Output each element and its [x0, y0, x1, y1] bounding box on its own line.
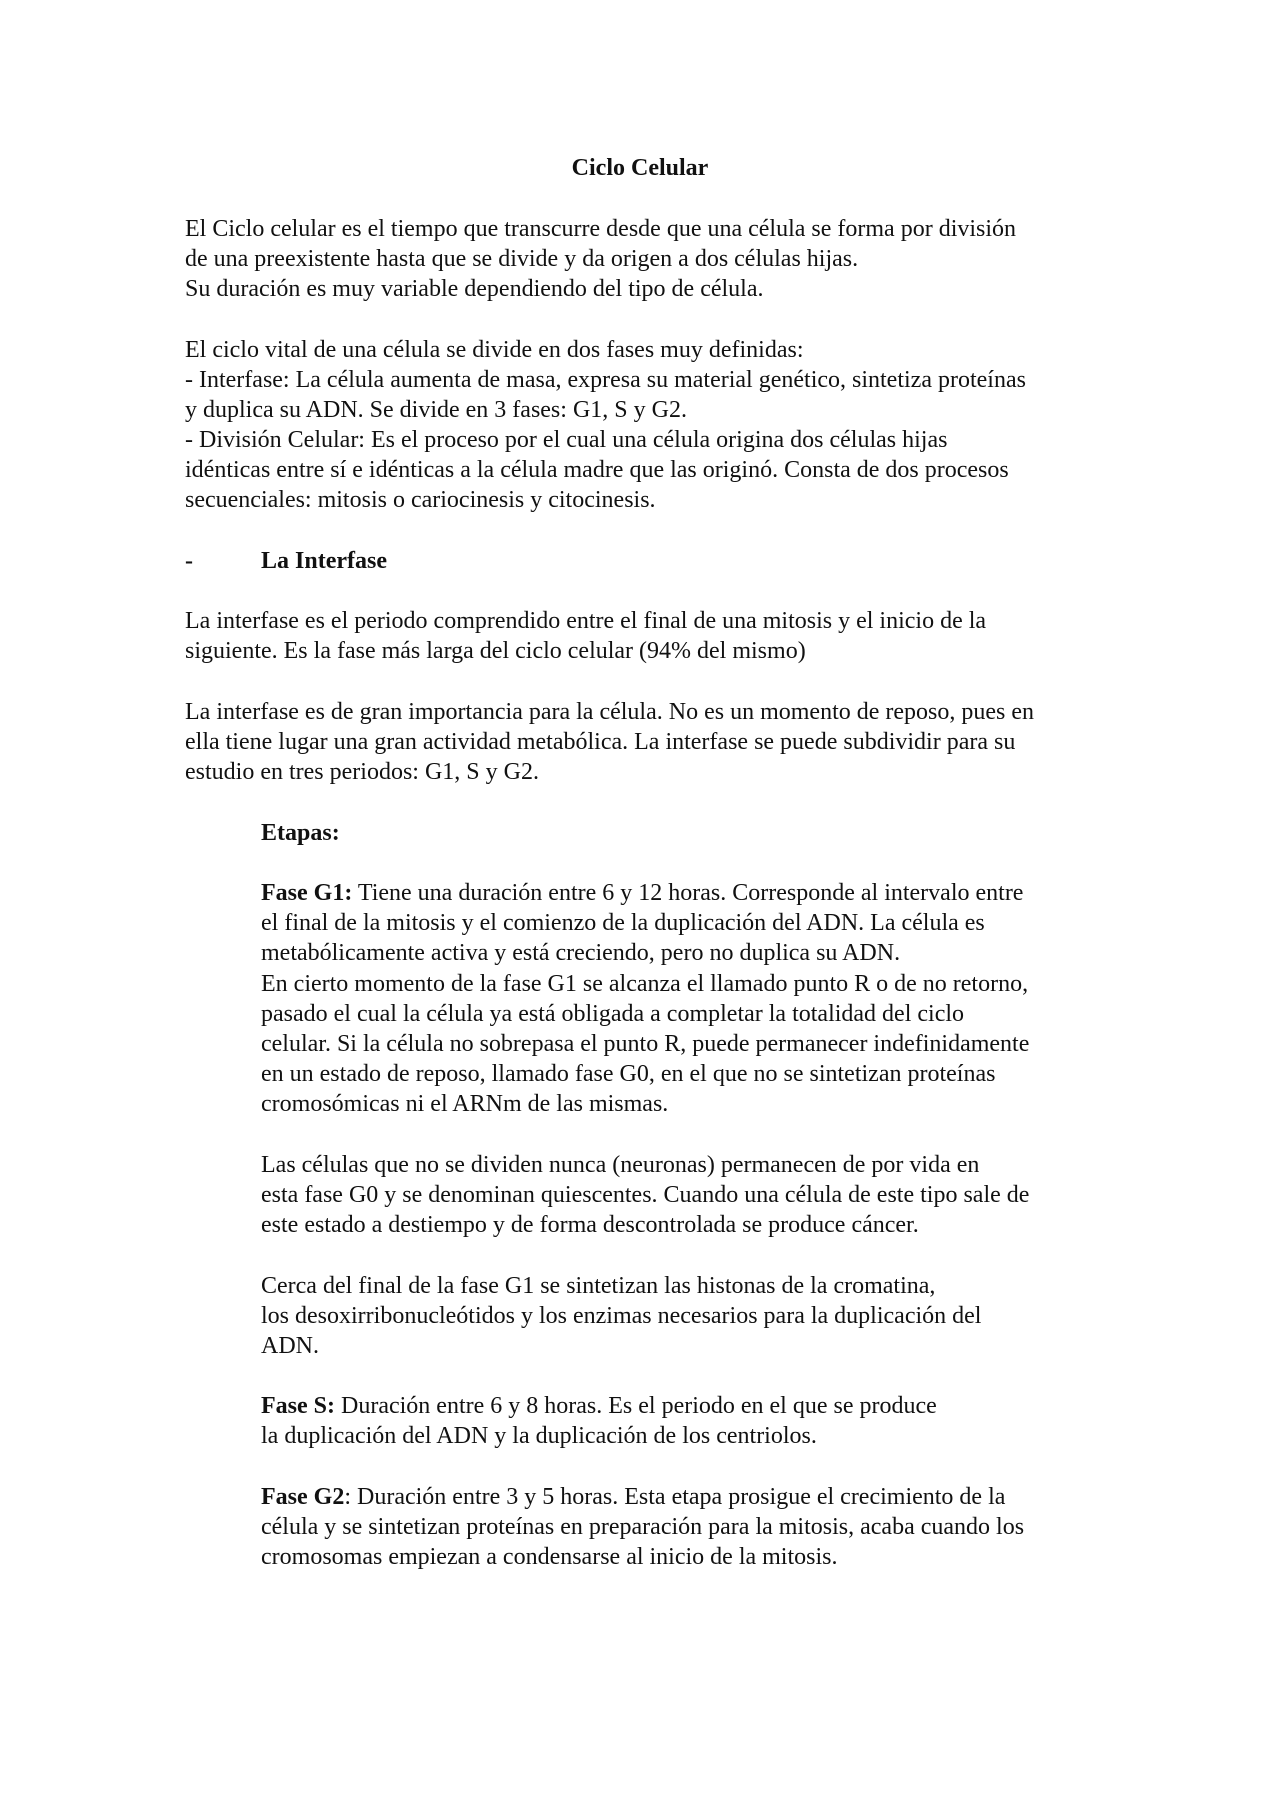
section-heading-text: La Interfase	[261, 548, 387, 574]
punto-r-paragraph	[261, 969, 1121, 1119]
fase-s-label: Fase S:	[261, 1393, 335, 1419]
text-line: La interfase es de gran importancia para la célula. No es un momento de reposo, pues en	[185, 699, 1035, 725]
fase-g1-label: Fase G1:	[261, 880, 353, 906]
intro-paragraph	[185, 214, 1125, 304]
page-title: Ciclo Celular	[571, 155, 709, 181]
text-line: El Ciclo celular es el tiempo que transcurre desde que una célula se forma por división	[185, 216, 1017, 242]
text-line: El ciclo vital de una célula se divide en dos fases muy definidas:	[185, 337, 804, 363]
text-line: los desoxirribonucleótidos y los enzimas necesarios para la duplicación del	[261, 1303, 982, 1329]
text-line: pasado el cual la célula ya está obligada a completar la totalidad del ciclo	[261, 1001, 965, 1027]
fase-g2-label: Fase G2	[261, 1484, 345, 1510]
etapas-heading: Etapas:	[261, 820, 340, 846]
section-heading	[185, 546, 387, 576]
section-dash: -	[185, 548, 193, 574]
text-line: secuenciales: mitosis o cariocinesis y citocinesis.	[185, 487, 656, 513]
text-line: Su duración es muy variable dependiendo del tipo de célula.	[185, 276, 764, 302]
text-line: - Interfase: La célula aumenta de masa, expresa su material genético, sintetiza proteínas	[185, 367, 1026, 393]
fase-g1-paragraph	[261, 878, 1121, 968]
text-line: En cierto momento de la fase G1 se alcanza el llamado punto R o de no retorno,	[261, 971, 1029, 997]
text-line	[261, 1482, 1121, 1512]
text-line: idénticas entre sí e idénticas a la célula madre que las originó. Consta de dos procesos	[185, 457, 1009, 483]
histonas-paragraph	[261, 1271, 1121, 1361]
text-line: cromosomas empiezan a condensarse al inicio de la mitosis.	[261, 1544, 838, 1570]
text-line: este estado a destiempo y de forma descontrolada se produce cáncer.	[261, 1212, 919, 1238]
fase-s-text: Duración entre 6 y 8 horas. Es el periodo en el que se produce	[335, 1393, 937, 1419]
text-line: célula y se sintetizan proteínas en preparación para la mitosis, acaba cuando los	[261, 1514, 1025, 1540]
text-line: metabólicamente activa y está creciendo, pero no duplica su ADN.	[261, 940, 901, 966]
text-line: esta fase G0 y se denominan quiescentes. Cuando una célula de este tipo sale de	[261, 1182, 1030, 1208]
text-line: de una preexistente hasta que se divide y da origen a dos células hijas.	[185, 246, 859, 272]
text-line: el final de la mitosis y el comienzo de la duplicación del ADN. La célula es	[261, 910, 985, 936]
interfase-paragraph-1	[185, 606, 1125, 666]
text-line: siguiente. Es la fase más larga del ciclo celular (94% del mismo)	[185, 638, 806, 664]
text-line	[261, 1391, 1121, 1421]
text-line: y duplica su ADN. Se divide en 3 fases: G1, S y G2.	[185, 397, 687, 423]
text-line: ella tiene lugar una gran actividad metabólica. La interfase se puede subdividir para su	[185, 729, 1016, 755]
text-line: Cerca del final de la fase G1 se sintetizan las histonas de la cromatina,	[261, 1273, 936, 1299]
fase-g2-paragraph	[261, 1482, 1121, 1572]
fase-g1-text: Tiene una duración entre 6 y 12 horas. Corresponde al intervalo entre	[352, 880, 1024, 906]
text-line: ADN.	[261, 1333, 319, 1359]
quiescentes-paragraph	[261, 1150, 1121, 1240]
phases-paragraph	[185, 335, 1125, 515]
text-line	[261, 878, 1121, 908]
text-line: estudio en tres periodos: G1, S y G2.	[185, 759, 539, 785]
fase-s-paragraph	[261, 1391, 1121, 1451]
text-line: la duplicación del ADN y la duplicación de los centriolos.	[261, 1423, 817, 1449]
text-line: - División Celular: Es el proceso por el cual una célula origina dos células hijas	[185, 427, 948, 453]
interfase-paragraph-2	[185, 697, 1125, 787]
fase-g2-text: : Duración entre 3 y 5 horas. Esta etapa prosigue el crecimiento de la	[344, 1484, 1006, 1510]
text-line: celular. Si la célula no sobrepasa el punto R, puede permanecer indefinidamente	[261, 1031, 1030, 1057]
text-line: cromosómicas ni el ARNm de las mismas.	[261, 1091, 669, 1117]
text-line: Las células que no se dividen nunca (neuronas) permanecen de por vida en	[261, 1152, 980, 1178]
text-line: La interfase es el periodo comprendido entre el final de una mitosis y el inicio de la	[185, 608, 987, 634]
text-line: en un estado de reposo, llamado fase G0, en el que no se sintetizan proteínas	[261, 1061, 996, 1087]
